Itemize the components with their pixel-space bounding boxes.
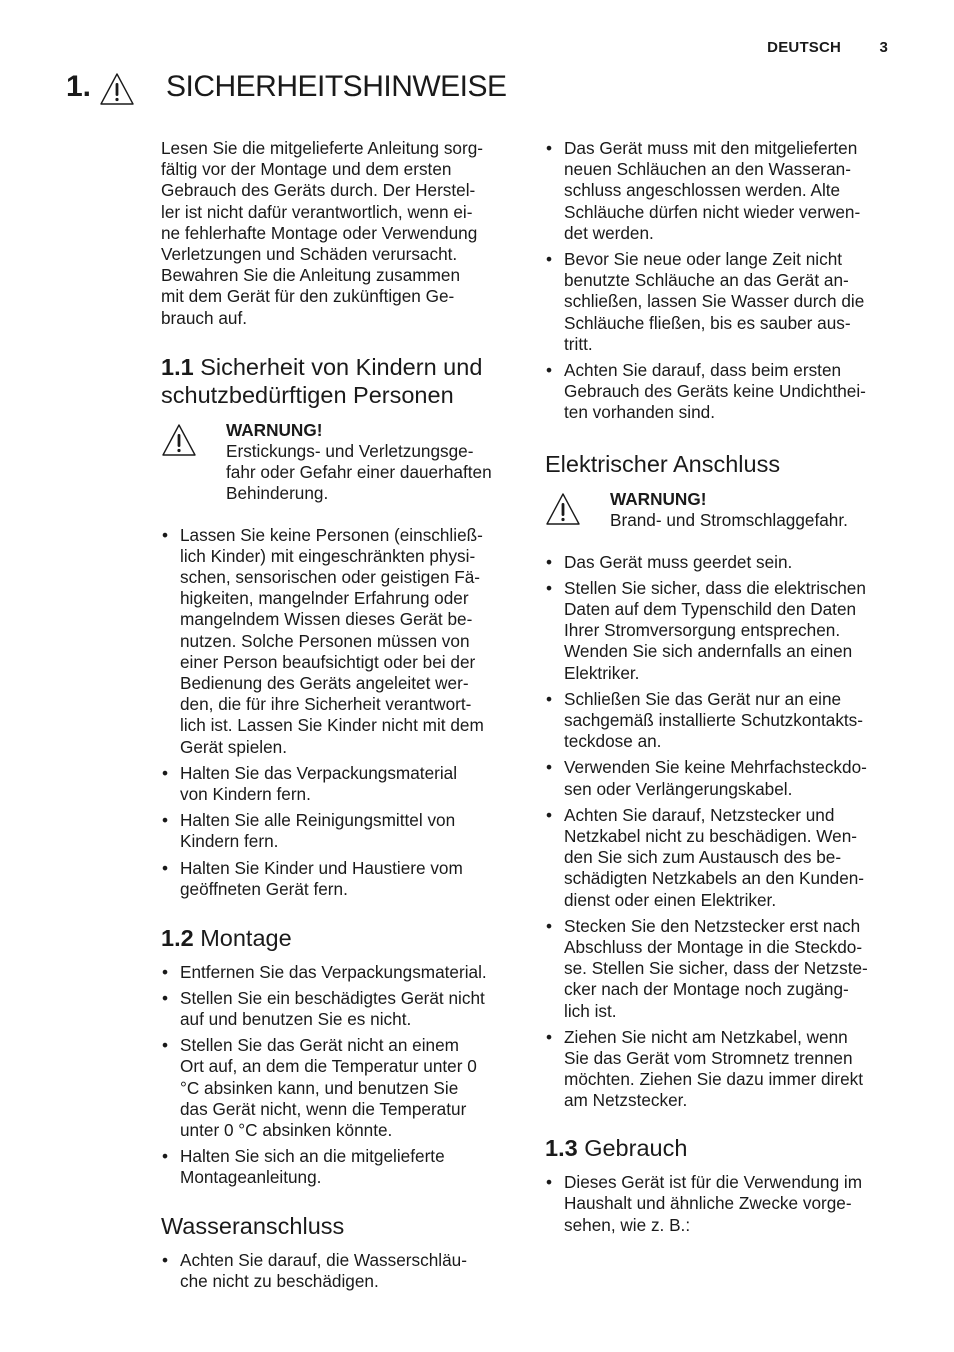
chapter-title: SICHERHEITSHINWEISE	[166, 70, 507, 103]
bullet-icon: •	[546, 804, 553, 825]
list-item-line: Stecken Sie den Netzstecker erst nach	[564, 915, 861, 936]
list-item-line: Halten Sie alle Reinigungsmittel von	[180, 810, 456, 831]
installation-list	[161, 962, 516, 1189]
list-item-line: den Sie sich zum Austausch des be-	[564, 847, 842, 868]
text-line: fältig vor der Montage und dem ersten	[161, 159, 452, 180]
page-header	[767, 39, 888, 56]
list-item-line: Stellen Sie das Gerät nicht an einem	[180, 1035, 459, 1056]
list-item	[545, 578, 900, 684]
list-item-line: Bedienung des Geräts angeleitet wer-	[180, 673, 469, 694]
list-item-line: °C absinken kann, und benutzen Sie	[180, 1077, 459, 1098]
list-item-line: Das Gerät muss geerdet sein.	[564, 551, 793, 572]
section-title-line1: Sicherheit von Kindern und	[200, 353, 483, 380]
list-item	[161, 525, 516, 758]
list-item	[545, 689, 900, 753]
list-item	[545, 249, 900, 355]
list-item-line: Stellen Sie ein beschädigtes Gerät nicht	[180, 987, 485, 1008]
page-number: 3	[879, 39, 888, 56]
list-item-line: Schläuche dürfen nicht wieder verwen-	[564, 201, 861, 222]
list-item-line: Halten Sie sich an die mitgelieferte	[180, 1146, 445, 1167]
list-item-line: se. Stellen Sie sicher, dass der Netzste-	[564, 958, 868, 979]
list-item-line: unter 0 °C absinken könnte.	[180, 1120, 393, 1141]
list-item-line: schließen, lassen Sie Wasser durch die	[564, 291, 865, 312]
electrical-connection-heading: Elektrischer Anschluss	[545, 450, 781, 477]
list-item	[545, 805, 900, 911]
bullet-icon: •	[546, 1026, 553, 1047]
bullet-icon: •	[162, 857, 169, 878]
list-item	[161, 988, 516, 1030]
bullet-icon: •	[162, 961, 169, 982]
warning-box-electrical	[545, 489, 900, 531]
bullet-icon: •	[162, 524, 169, 545]
list-item-line: Ort auf, an dem die Temperatur unter 0	[180, 1056, 477, 1077]
list-item-line: Dieses Gerät ist für die Verwendung im	[564, 1172, 863, 1193]
list-item-line: geöffneten Gerät fern.	[180, 878, 348, 899]
list-item-line: am Netzstecker.	[564, 1090, 688, 1111]
bullet-icon: •	[546, 577, 553, 598]
list-item	[545, 916, 900, 1022]
list-item-line: lich ist. Lassen Sie Kinder nicht mit dem	[180, 715, 484, 736]
list-item-line: Stellen Sie sicher, dass die elektrischen	[564, 577, 866, 598]
list-item-line: von Kindern fern.	[180, 784, 311, 805]
section-title-line2: schutzbedürftigen Personen	[161, 382, 454, 409]
list-item-line: dienst oder einen Elektriker.	[564, 889, 777, 910]
list-item-line: Kindern fern.	[180, 831, 279, 852]
list-item	[161, 1035, 516, 1141]
list-item-line: che nicht zu beschädigen.	[180, 1271, 379, 1292]
list-item-line: Schließen Sie das Gerät nur an eine	[564, 688, 842, 709]
bullet-icon: •	[162, 987, 169, 1008]
list-item-line: schluss angeschlossen werden. Alte	[564, 180, 841, 201]
bullet-icon: •	[162, 1146, 169, 1167]
list-item-line: Abschluss der Montage in die Steckdo-	[564, 937, 863, 957]
water-connection-heading: Wasseranschluss	[161, 1212, 345, 1239]
list-item-line: Entfernen Sie das Verpackungsmaterial.	[180, 961, 487, 982]
section-title: Gebrauch	[584, 1134, 688, 1161]
list-item-line: Gerät spielen.	[180, 736, 288, 757]
list-item-line: ten vorhanden sind.	[564, 402, 715, 423]
list-item-line: mangelndem Wissen dieses Gerät be-	[180, 609, 473, 630]
chapter-number: 1.	[66, 70, 92, 103]
list-item-line: das Gerät nicht, wenn die Temperatur	[180, 1098, 467, 1119]
warning-triangle-icon	[545, 492, 581, 526]
bullet-icon: •	[546, 138, 553, 158]
list-item-line: Schläuche fließen, bis es sauber aus-	[564, 312, 851, 333]
list-item-line: Ihrer Stromversorgung entsprechen.	[564, 620, 841, 641]
header-language: DEUTSCH	[767, 39, 842, 56]
water-connection-list	[161, 1250, 516, 1292]
section-1-3-heading	[545, 1134, 900, 1163]
section-1-1-heading	[161, 353, 516, 410]
intro-paragraph	[161, 138, 516, 329]
list-item-line: Halten Sie das Verpackungsmaterial	[180, 762, 458, 783]
list-item-line: Verwenden Sie keine Mehrfachsteckdo-	[564, 757, 867, 778]
list-item-line: Netzkabel nicht zu beschädigen. Wen-	[564, 825, 857, 846]
water-connection-list-cont	[545, 138, 900, 424]
bullet-icon: •	[546, 688, 553, 709]
list-item	[545, 757, 900, 799]
warning-label: WARNUNG!	[226, 419, 323, 440]
bullet-icon: •	[546, 249, 553, 270]
list-item	[545, 552, 900, 573]
bullet-icon: •	[546, 757, 553, 778]
text-line: Lesen Sie die mitgelieferte Anleitung sorg-	[161, 138, 483, 158]
text-line: Verletzungen und Schäden verursacht.	[161, 244, 458, 265]
list-item-line: sachgemäß installierte Schutzkontakts-	[564, 709, 864, 730]
list-item	[161, 858, 516, 900]
list-item	[161, 810, 516, 852]
list-item	[545, 360, 900, 424]
section-title: Montage	[200, 925, 292, 952]
list-item-line: Wenden Sie sich andernfalls an einen	[564, 641, 853, 662]
section-number: 1.3	[545, 1134, 578, 1161]
list-item-line: Haushalt und ähnliche Zwecke vorge-	[564, 1193, 852, 1214]
list-item-line: Bevor Sie neue oder lange Zeit nicht	[564, 249, 843, 270]
list-item	[545, 1027, 900, 1112]
list-item-line: Montageanleitung.	[180, 1167, 322, 1188]
warning-text	[226, 441, 516, 505]
warning-triangle-icon	[99, 72, 135, 106]
warning-label: WARNUNG!	[610, 489, 707, 510]
list-item-line: Ziehen Sie nicht am Netzkabel, wenn	[564, 1026, 848, 1047]
list-item-line: Gebrauch des Geräts keine Undichthei-	[564, 381, 866, 402]
text-line: fahr oder Gefahr einer dauerhaften	[226, 462, 492, 483]
text-line: mit dem Gerät für den zukünftigen Ge-	[161, 286, 455, 307]
list-item-line: neuen Schläuchen an den Wasseran-	[564, 159, 851, 180]
section-1-2-heading	[161, 924, 516, 953]
bullet-icon: •	[546, 1172, 553, 1193]
bullet-icon: •	[162, 810, 169, 831]
list-item-line: den, die für ihre Sicherheit verantwort-	[180, 694, 472, 715]
list-item-line: einer Person beaufsichtigt oder bei der	[180, 651, 476, 672]
list-item-line: Lassen Sie keine Personen (einschließ-	[180, 524, 483, 545]
text-line: brauch auf.	[161, 307, 247, 328]
list-item-line: sehen, wie z. B.:	[564, 1214, 691, 1235]
warning-text	[610, 510, 900, 531]
list-item-line: lich ist.	[564, 1000, 617, 1021]
list-item-line: Achten Sie darauf, dass beim ersten	[564, 360, 842, 381]
section-number: 1.1	[161, 353, 194, 380]
list-item	[161, 1146, 516, 1188]
warning-box-children	[161, 420, 516, 505]
children-safety-list	[161, 525, 516, 900]
electrical-list	[545, 552, 900, 1112]
list-item	[545, 1172, 900, 1236]
list-item-line: Das Gerät muss mit den mitgelieferten	[564, 138, 858, 158]
text-line: Behinderung.	[226, 483, 329, 504]
list-item	[161, 1250, 516, 1292]
list-item-line: Achten Sie darauf, Netzstecker und	[564, 804, 835, 825]
list-item-line: sen oder Verlängerungskabel.	[564, 778, 793, 799]
usage-list	[545, 1172, 900, 1236]
list-item-line: Daten auf dem Typenschild den Daten	[564, 598, 857, 619]
bullet-icon: •	[546, 915, 553, 936]
list-item-line: möchten. Ziehen Sie dazu immer direkt	[564, 1069, 864, 1090]
list-item-line: lich Kinder) mit eingeschränkten physi-	[180, 545, 476, 566]
left-column	[161, 138, 516, 1298]
list-item	[545, 138, 900, 244]
list-item-line: Achten Sie darauf, die Wasserschläu-	[180, 1250, 467, 1271]
list-item	[161, 962, 516, 983]
text-line: Erstickungs- und Verletzungsge-	[226, 441, 474, 462]
list-item-line: teckdose an.	[564, 731, 662, 752]
text-line: Bewahren Sie die Anleitung zusammen	[161, 265, 461, 286]
list-item-line: Elektriker.	[564, 662, 640, 683]
list-item-line: auf und benutzen Sie es nicht.	[180, 1009, 412, 1029]
text-line: Brand- und Stromschlaggefahr.	[610, 510, 848, 531]
list-item-line: tritt.	[564, 333, 593, 354]
list-item	[161, 763, 516, 805]
text-line: Gebrauch des Geräts durch. Der Herstel-	[161, 180, 476, 201]
list-item-line: benutzte Schläuche an das Gerät an-	[564, 270, 849, 291]
list-item-line: schen, sensorischen oder geistigen Fä-	[180, 567, 480, 588]
list-item-line: schädigten Netzkabels an den Kunden-	[564, 868, 865, 889]
text-line: ler ist nicht dafür verantwortlich, wenn ei-	[161, 201, 473, 222]
bullet-icon: •	[546, 551, 553, 572]
bullet-icon: •	[162, 1035, 169, 1056]
list-item-line: higkeiten, mangelnder Erfahrung oder	[180, 588, 469, 609]
list-item-line: Halten Sie Kinder und Haustiere vom	[180, 857, 463, 878]
bullet-icon: •	[162, 762, 169, 783]
bullet-icon: •	[162, 1250, 169, 1271]
list-item-line: det werden.	[564, 222, 654, 243]
warning-triangle-icon	[161, 423, 197, 457]
list-item-line: Sie das Gerät vom Stromnetz trennen	[564, 1048, 853, 1069]
list-item-line: nutzen. Solche Personen müssen von	[180, 630, 470, 651]
bullet-icon: •	[546, 360, 553, 381]
section-number: 1.2	[161, 925, 194, 952]
right-column	[545, 138, 900, 1241]
list-item-line: cker nach der Montage noch zugäng-	[564, 979, 849, 1000]
text-line: ne fehlerhafte Montage oder Verwendung	[161, 222, 478, 243]
